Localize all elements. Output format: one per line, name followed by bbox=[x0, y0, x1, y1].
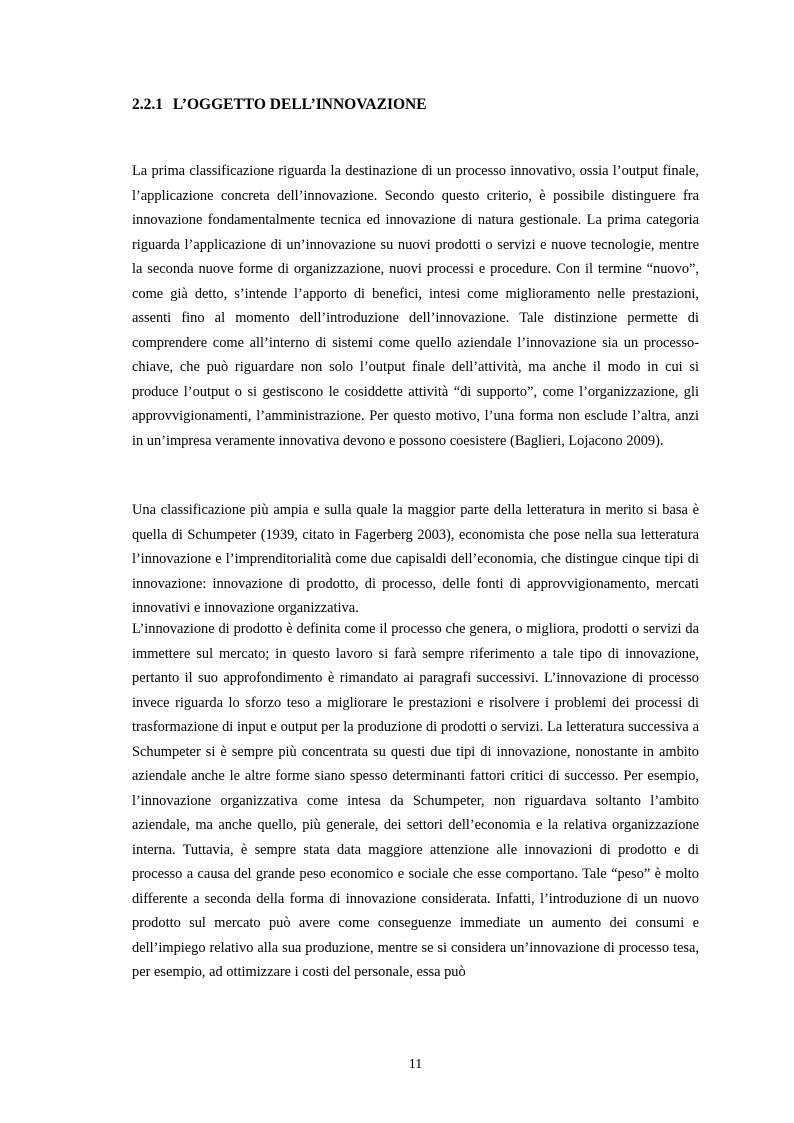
page-number: 11 bbox=[408, 1057, 423, 1072]
section-heading bbox=[132, 96, 699, 114]
paragraph-2: Una classificazione più ampia e sulla quale la maggior parte della letteratura in merito si basa è quella di Schumpeter (1939, citato in Fagerberg 2003), economista che pose nella sua letteratura l’innovazione e l’imprenditorialità come due capisaldi dell’economia, che distingue cinque tipi di innovazione: innovazione di prodotto, di processo, delle fonti di approvvigionamento, mercati innovativi e innovazione organizzativa. bbox=[132, 502, 699, 616]
paragraph-1: La prima classificazione riguarda la destinazione di un processo innovativo, ossia l’output finale, l’applicazione concreta dell’innovazione. Secondo questo criterio, è possibile distinguere fra innovazione fondamentalmente tecnica ed innovazione di natura gestionale. La prima categoria riguarda l’applicazione di un’innovazione su nuovi prodotti o servizi e nuove tecnologie, mentre la seconda nuove forme di organizzazione, nuovi processi e procedure. Con il termine “nuovo”, come già detto, s’intende l’apporto di benefici, intesi come miglioramento nelle prestazioni, assenti fino al momento dell’introduzione dell’innovazione. Tale distinzione permette di comprendere come all’interno di sistemi come quello aziendale l’innovazione sia un processo-chiave, che può riguardare non solo l’output finale dell’attività, ma anche il modo in cui si produce l’output o si gestiscono le cosiddette attività “di supporto”, come l’organizzazione, gli approvvigionamenti, l’amministrazione. Per questo motivo, l’una forma non esclude l’altra, anzi in un’impresa veramente innovativa devono e possono coesistere (Baglieri, Lojacono 2009). bbox=[132, 163, 699, 449]
section-number: 2.2.1 bbox=[132, 96, 163, 113]
paragraph-3: L’innovazione di prodotto è definita come il processo che genera, o migliora, prodotti o servizi da immettere sul mercato; in questo lavoro si farà sempre riferimento a tale tipo di innovazione, pertanto il suo approfondimento è rimandato ai paragrafi successivi. L’innovazione di processo invece riguarda lo sforzo teso a migliorare le prestazioni e risolvere i problemi dei processi di trasformazione di input e output per la produzione di prodotti o servizi. La letteratura successiva a Schumpeter si è sempre più concentrata su questi due tipi di innovazione, nonostante in ambito aziendale anche le altre forme siano spesso determinanti fattori critici di successo. Per esempio, l’innovazione organizzativa come intesa da Schumpeter, non riguardava soltanto l’ambito aziendale, ma anche quello, più generale, dei settori dell’economia e la relativa organizzazione interna. Tuttavia, è sempre stata data maggiore attenzione alle innovazioni di prodotto e di processo a causa del grande peso economico e sociale che esse comportano. Tale “peso” è molto differente a seconda della forma di innovazione considerata. Infatti, l’introduzione di un nuovo prodotto sul mercato può avere come conseguenze immediate un aumento dei consumi e dell’impiego relativo alla sua produzione, mentre se si considera un’innovazione di processo tesa, per esempio, ad ottimizzare i costi del personale, essa può bbox=[132, 621, 699, 980]
section-title: L’OGGETTO DELL’INNOVAZIONE bbox=[172, 96, 427, 113]
